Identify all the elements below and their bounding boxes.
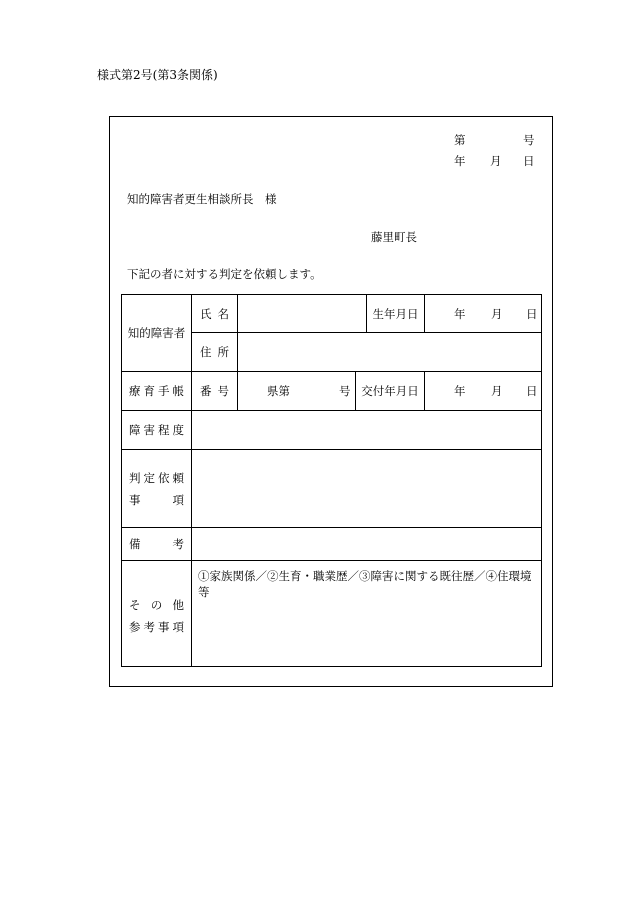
- other-field[interactable]: [191, 560, 542, 667]
- date-day: 日: [523, 154, 535, 168]
- request-items-field[interactable]: [191, 449, 542, 528]
- other-label-1: そ: [129, 598, 141, 612]
- disability-label-2: 害: [143, 423, 155, 437]
- form-title: 様式第2号(第3条関係): [97, 68, 218, 82]
- ken-dai: 県第: [267, 384, 290, 398]
- remarks-label-1: 備: [129, 537, 141, 551]
- number-suffix: 号: [523, 133, 535, 147]
- request-text: 下記の者に対する判定を依頼します。: [127, 267, 322, 281]
- other-label-4: 参: [129, 620, 141, 634]
- request-items-label-6: 項: [172, 493, 184, 507]
- name-label-2: 名: [217, 306, 229, 321]
- date-year: 年: [454, 154, 466, 168]
- birth-year: 年: [454, 306, 466, 321]
- other-label-7: 項: [172, 620, 184, 634]
- request-items-label-cell: [121, 449, 192, 528]
- handbook-label-2: 育: [143, 384, 155, 398]
- handbook-label-4: 帳: [172, 384, 184, 398]
- disability-label-4: 度: [172, 423, 184, 437]
- number-label-1: 番: [200, 384, 212, 398]
- number-prefix: 第: [454, 133, 466, 147]
- birth-label-cell: [366, 294, 425, 333]
- address-label-1: 住: [200, 345, 212, 359]
- handbook-label-1: 療: [129, 384, 141, 398]
- disability-label-cell: [121, 410, 192, 450]
- birth-label: 生年月日: [372, 306, 419, 321]
- date-month: 月: [490, 154, 502, 168]
- other-label-6: 事: [158, 620, 170, 634]
- sender: 藤里町長: [371, 230, 417, 244]
- birth-day: 日: [526, 306, 538, 321]
- issue-day: 日: [526, 384, 538, 398]
- request-items-label-2: 定: [143, 471, 155, 485]
- remarks-field[interactable]: [191, 527, 542, 561]
- request-items-label-1: 判: [129, 471, 141, 485]
- issue-month: 月: [491, 384, 503, 398]
- birth-date-field[interactable]: [424, 294, 542, 333]
- handbook-number-field[interactable]: [237, 371, 356, 411]
- person-label: 知的障害者: [127, 326, 186, 340]
- disability-field[interactable]: [191, 410, 542, 450]
- other-label-cell: [121, 560, 192, 667]
- issue-label-cell: [355, 371, 425, 411]
- handbook-label-cell: [121, 371, 192, 411]
- person-label-cell: [121, 294, 192, 372]
- number-label-cell: [191, 371, 238, 411]
- remarks-label-2: 考: [172, 537, 184, 551]
- handbook-label-3: 手: [158, 384, 170, 398]
- disability-label-1: 障: [129, 423, 141, 437]
- handbook-go: 号: [339, 384, 351, 398]
- other-text: ①家族関係／②生育・職業歴／③障害に関する既往歴／④住環境等: [198, 569, 532, 599]
- other-label-3: 他: [172, 598, 184, 612]
- name-field[interactable]: [237, 294, 367, 333]
- issue-date-field[interactable]: [424, 371, 542, 411]
- issue-year: 年: [454, 384, 466, 398]
- issue-label: 交付年月日: [361, 384, 419, 398]
- name-label-1: 氏: [200, 306, 212, 321]
- name-label-cell: [191, 294, 238, 333]
- request-items-label-4: 頼: [172, 471, 184, 485]
- address-field[interactable]: [237, 332, 542, 372]
- birth-month: 月: [491, 306, 503, 321]
- remarks-label-cell: [121, 527, 192, 561]
- address-label-cell: [191, 332, 238, 372]
- request-items-label-5: 事: [129, 493, 141, 507]
- disability-label-3: 程: [158, 423, 170, 437]
- other-label-5: 考: [143, 620, 155, 634]
- addressee: 知的障害者更生相談所長 様: [127, 192, 277, 206]
- other-label-2: の: [150, 598, 163, 612]
- request-items-label-3: 依: [158, 471, 170, 485]
- address-label-2: 所: [217, 345, 229, 359]
- number-label-2: 号: [217, 384, 229, 398]
